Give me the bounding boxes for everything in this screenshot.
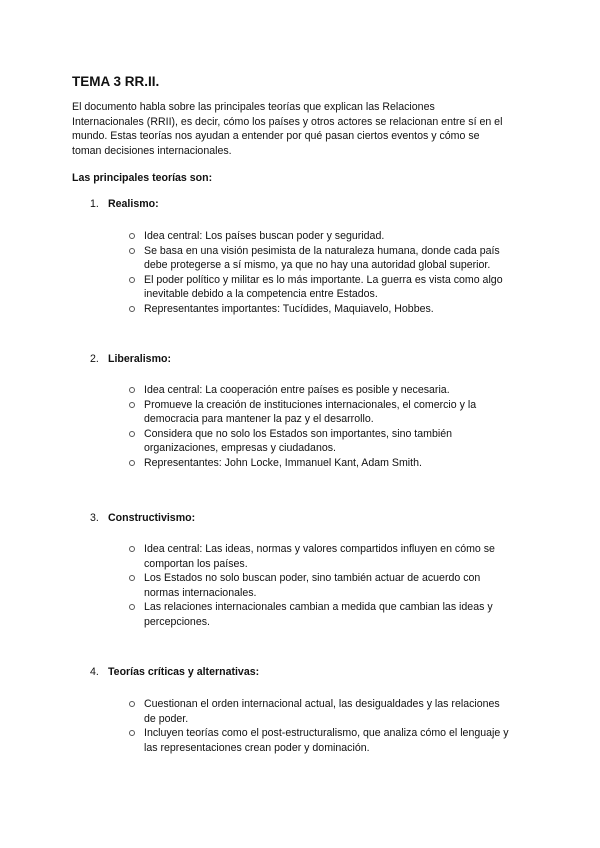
document-title: TEMA 3 RR.II.	[72, 74, 160, 89]
list-item	[129, 302, 503, 317]
section-heading-text: Liberalismo:	[108, 353, 171, 365]
list-item	[129, 571, 495, 600]
bullet-list	[129, 542, 495, 630]
list-item-line: democracia para mantener la paz y el desarrollo.	[144, 413, 374, 426]
hollow-bullet-icon	[129, 248, 135, 254]
hollow-bullet-icon	[129, 306, 135, 312]
section-number: 3.	[90, 512, 99, 524]
section-number: 2.	[90, 353, 99, 365]
list-item-line: las representaciones crean poder y dominación.	[144, 741, 370, 754]
hollow-bullet-icon	[129, 604, 135, 610]
hollow-bullet-icon	[129, 277, 135, 283]
list-item-line: Las relaciones internacionales cambian a medida que cambian las ideas y	[144, 601, 493, 614]
list-item	[129, 600, 495, 629]
list-item	[129, 383, 476, 398]
section-heading-text: Constructivismo:	[108, 512, 196, 524]
section-heading-text: Realismo:	[108, 198, 159, 210]
hollow-bullet-icon	[129, 233, 135, 239]
list-item-line: Cuestionan el orden internacional actual, las desigualdades y las relaciones	[144, 698, 500, 710]
list-item-line: El poder político y militar es lo más importante. La guerra es vista como algo	[144, 273, 503, 286]
list-item-line: percepciones.	[144, 615, 210, 628]
list-item-line: comportan los países.	[144, 557, 248, 570]
list-item-line: debe protegerse a sí mismo, ya que no hay una autoridad global superior.	[144, 259, 491, 272]
hollow-bullet-icon	[129, 431, 135, 437]
hollow-bullet-icon	[129, 730, 135, 736]
intro-line: toman decisiones internacionales.	[72, 144, 232, 157]
bullet-list	[129, 697, 509, 755]
list-item	[129, 244, 503, 273]
list-item-line: Considera que no solo los Estados son importantes, sino también	[144, 427, 452, 440]
intro-paragraph	[72, 100, 502, 158]
hollow-bullet-icon	[129, 701, 135, 707]
list-item-line: Representantes importantes: Tucídides, Maquiavelo, Hobbes.	[144, 302, 434, 315]
intro-line: El documento habla sobre las principales teorías que explican las Relaciones	[72, 101, 435, 113]
section-number: 4.	[90, 666, 99, 678]
list-item	[129, 273, 503, 302]
section-subtitle: Las principales teorías son:	[72, 172, 213, 184]
list-item	[129, 398, 476, 427]
hollow-bullet-icon	[129, 387, 135, 393]
list-item-line: inevitable debido a la competencia entre Estados.	[144, 288, 378, 301]
list-item	[129, 456, 476, 471]
list-item	[129, 697, 509, 726]
list-item-line: organizaciones, empresas y ciudadanos.	[144, 442, 336, 455]
list-item-line: Se basa en una visión pesimista de la naturaleza humana, donde cada país	[144, 244, 500, 257]
hollow-bullet-icon	[129, 460, 135, 466]
list-item-line: Idea central: Las ideas, normas y valores compartidos influyen en cómo se	[144, 543, 495, 555]
hollow-bullet-icon	[129, 402, 135, 408]
list-item	[129, 726, 509, 755]
section-heading-text: Teorías críticas y alternativas:	[108, 666, 260, 678]
list-item-line: Los Estados no solo buscan poder, sino también actuar de acuerdo con	[144, 572, 481, 585]
list-item-line: Representantes: John Locke, Immanuel Kant, Adam Smith.	[144, 456, 422, 469]
list-item	[129, 542, 495, 571]
list-item-line: Incluyen teorías como el post-estructuralismo, que analiza cómo el lenguaje y	[144, 727, 509, 740]
intro-line: Internacionales (RRII), es decir, cómo los países y otros actores se relacionan entre sí en el	[72, 115, 503, 128]
list-item-line: de poder.	[144, 712, 189, 725]
list-item	[129, 229, 503, 244]
list-item-line: Promueve la creación de instituciones internacionales, el comercio y la	[144, 398, 477, 411]
intro-line: mundo. Estas teorías nos ayudan a entender por qué pasan ciertos eventos y cómo se	[72, 130, 480, 143]
list-item	[129, 427, 476, 456]
section-number: 1.	[90, 198, 99, 210]
list-item-line: Idea central: La cooperación entre países es posible y necesaria.	[144, 384, 450, 396]
list-item-line: Idea central: Los países buscan poder y seguridad.	[144, 230, 385, 242]
bullet-list	[129, 229, 503, 317]
bullet-list	[129, 383, 476, 471]
hollow-bullet-icon	[129, 546, 135, 552]
list-item-line: normas internacionales.	[144, 586, 257, 599]
hollow-bullet-icon	[129, 575, 135, 581]
